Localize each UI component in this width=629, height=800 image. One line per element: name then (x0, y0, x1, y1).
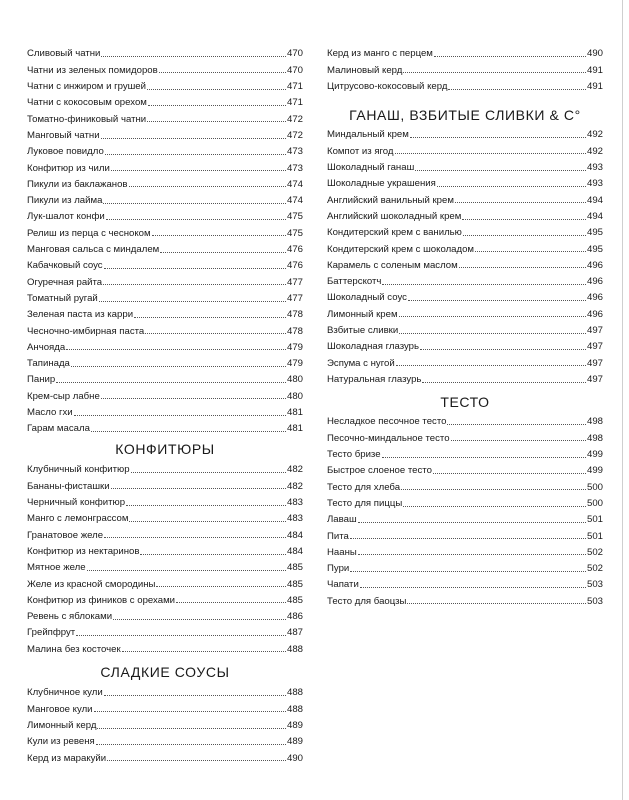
toc-entry-title: Миндальный крем (327, 129, 409, 141)
toc-entry-title: Шоколадная глазурь (327, 341, 420, 353)
toc-entry-title: Малина без косточек (27, 643, 121, 655)
toc-entry-page: 496 (586, 308, 603, 320)
dot-leader (97, 728, 286, 729)
dot-leader (104, 537, 286, 538)
toc-entry-title: Панир (27, 374, 56, 386)
toc-entry-title: Натуральная глазурь (327, 373, 422, 385)
toc-entry-title: Кули из ревеня (27, 736, 95, 748)
toc-entry-title: Бананы-фисташки (27, 480, 110, 492)
toc-entry[interactable] (327, 574, 603, 590)
toc-entry-title: Шоколадный соус (327, 292, 407, 304)
toc-entry-page: 497 (586, 357, 603, 369)
dot-leader (447, 424, 586, 425)
dot-leader (101, 56, 286, 57)
toc-entry-title: Нааны (327, 546, 357, 558)
toc-entry-title: Грейпфрут (27, 627, 76, 639)
dot-leader (475, 251, 586, 252)
toc-entry-page: 481 (286, 423, 303, 435)
toc-entry-title: Несладкое песочное тесто (327, 416, 447, 428)
dot-leader (382, 457, 586, 458)
toc-entry[interactable] (27, 524, 303, 540)
dot-leader (350, 538, 586, 539)
toc-entry-page: 492 (586, 129, 603, 141)
toc-entry[interactable] (327, 590, 603, 606)
toc-entry[interactable] (27, 698, 303, 714)
toc-entry-page: 494 (586, 210, 603, 222)
toc-entry-title: Английский шоколадный крем (327, 210, 462, 222)
toc-entry-page: 485 (286, 562, 303, 574)
toc-entry-title: Лимонный крем (327, 308, 398, 320)
toc-entry[interactable] (27, 492, 303, 508)
toc-entry-title: Луковое повидло (27, 146, 104, 158)
toc-entry[interactable] (27, 622, 303, 638)
toc-entry[interactable] (327, 157, 603, 173)
dot-leader (103, 203, 286, 204)
toc-entry-page: 470 (286, 64, 303, 76)
heading-sweet-sauces: СЛАДКИЕ СОУСЫ (100, 664, 230, 680)
toc-entry-page: 480 (286, 390, 303, 402)
toc-entry-page: 496 (586, 276, 603, 288)
toc-entry-page: 488 (286, 687, 303, 699)
dot-leader (66, 349, 286, 350)
dot-leader (156, 586, 286, 587)
dot-leader (463, 235, 586, 236)
toc-entry-page: 483 (286, 497, 303, 508)
toc-entry[interactable] (327, 336, 603, 352)
dot-leader (382, 284, 586, 285)
dot-leader (399, 333, 586, 334)
dot-leader (148, 105, 286, 106)
toc-entry-page: 496 (586, 292, 603, 304)
toc-entry-page: 485 (286, 594, 303, 606)
toc-entry[interactable] (27, 508, 303, 524)
toc-entry[interactable] (327, 411, 603, 427)
toc-entry-title: Томатно-финиковый чатни (27, 113, 147, 125)
toc-entry-page: 485 (286, 578, 303, 590)
toc-entry-page: 472 (286, 129, 303, 141)
toc-entry[interactable] (27, 222, 303, 238)
toc-entry-page: 470 (286, 48, 303, 60)
dot-leader (147, 89, 286, 90)
toc-entry-page: 495 (586, 227, 603, 239)
toc-entry-page: 499 (586, 465, 603, 477)
toc-entry-title: Кондитерский крем с ванилью (327, 227, 462, 239)
toc-entry[interactable] (27, 402, 303, 418)
toc-entry[interactable] (27, 288, 303, 304)
dot-leader (56, 382, 286, 383)
toc-entry-page: 493 (586, 162, 603, 173)
toc-entry[interactable] (27, 190, 303, 206)
toc-entry-page: 480 (286, 374, 303, 386)
dot-leader (103, 284, 286, 285)
toc-entry-page: 493 (586, 178, 603, 190)
dot-leader (94, 711, 286, 712)
toc-entry-page: 482 (286, 464, 303, 476)
dot-leader (152, 235, 286, 236)
toc-entry[interactable] (327, 509, 603, 525)
dot-leader (451, 440, 586, 441)
toc-entry-title: Анчояда (27, 341, 66, 353)
toc-entry-page: 473 (286, 146, 303, 158)
toc-entry[interactable] (27, 589, 303, 605)
toc-entry-title: Лаваш (327, 514, 357, 526)
toc-entry[interactable] (27, 606, 303, 622)
dot-leader (107, 760, 286, 761)
toc-entry-page: 491 (586, 64, 603, 76)
toc-entry[interactable] (327, 43, 603, 59)
dot-leader (101, 398, 286, 399)
dot-leader (410, 137, 586, 138)
toc-entry-page: 476 (286, 244, 303, 255)
toc-entry[interactable] (327, 427, 603, 443)
toc-entry-page: 479 (286, 358, 303, 370)
toc-entry[interactable] (27, 108, 303, 124)
toc-entry[interactable] (27, 76, 303, 92)
toc-entry-page: 502 (586, 563, 603, 575)
toc-entry[interactable] (327, 476, 603, 492)
toc-entry-title: Песочно-миндальное тесто (327, 432, 450, 444)
toc-entry-title: Шоколадный ганаш (327, 162, 415, 173)
toc-entry-title: Керд из манго с перцем (327, 48, 433, 60)
toc-entry[interactable] (27, 206, 303, 222)
toc-entry-title: Малиновый керд (327, 64, 403, 76)
toc-entry-title: Конфитюр из фиников с орехами (27, 594, 176, 606)
toc-entry-page: 484 (286, 545, 303, 557)
toc-entry-title: Взбитые сливки (327, 325, 399, 336)
toc-entry-title: Кабачковый соус (27, 260, 103, 272)
toc-entry-page: 486 (286, 611, 303, 623)
toc-entry-page: 497 (586, 341, 603, 353)
dot-leader (74, 415, 286, 416)
toc-entry[interactable] (27, 475, 303, 491)
toc-entry-title: Керд из маракуйи (27, 752, 107, 764)
dot-leader (101, 138, 286, 139)
toc-entry[interactable] (327, 444, 603, 460)
toc-entry[interactable] (27, 304, 303, 320)
toc-entry[interactable] (327, 254, 603, 270)
toc-entry[interactable] (27, 92, 303, 108)
toc-entry[interactable] (27, 731, 303, 747)
toc-entry-title: Чатни с инжиром и грушей (27, 81, 147, 92)
toc-entry-title: Пури (327, 563, 350, 575)
toc-entry-page: 481 (286, 407, 303, 418)
toc-entry[interactable] (27, 682, 303, 698)
toc-entry-title: Черничный конфитюр (27, 497, 126, 508)
dot-leader (105, 154, 286, 155)
dot-leader (129, 521, 286, 522)
dot-leader (433, 473, 586, 474)
toc-entry[interactable] (327, 460, 603, 476)
dot-leader (76, 635, 286, 636)
dot-leader (403, 72, 586, 73)
toc-entry-page: 488 (286, 643, 303, 655)
page-edge-right (622, 0, 623, 800)
toc-entry-page: 503 (586, 579, 603, 591)
toc-entry[interactable] (327, 369, 603, 385)
toc-entry-title: Эспума с нугой (327, 357, 395, 369)
toc-entry[interactable] (27, 320, 303, 336)
toc-entry[interactable] (27, 385, 303, 401)
dot-leader (358, 522, 586, 523)
dot-leader (129, 186, 286, 187)
toc-entry-page: 476 (286, 260, 303, 272)
toc-entry[interactable] (27, 459, 303, 475)
dot-leader (104, 268, 286, 269)
toc-entry-page: 497 (586, 325, 603, 336)
dot-leader (122, 651, 286, 652)
toc-entry-page: 503 (586, 595, 603, 607)
toc-entry[interactable] (27, 239, 303, 255)
toc-entry[interactable] (27, 418, 303, 434)
dot-leader (420, 349, 586, 350)
toc-entry-title: Пита (327, 530, 349, 542)
toc-entry-page: 477 (286, 292, 303, 304)
toc-entry-page: 491 (586, 81, 603, 92)
toc-entry-page: 489 (286, 736, 303, 748)
toc-entry-page: 484 (286, 529, 303, 541)
toc-entry-title: Шоколадные украшения (327, 178, 436, 190)
toc-entry-title: Манговый чатни (27, 129, 100, 141)
dot-leader (147, 121, 286, 122)
toc-entry-title: Клубничное кули (27, 687, 103, 699)
heading-dough: ТЕСТО (440, 394, 490, 410)
toc-entry[interactable] (327, 525, 603, 541)
toc-entry[interactable] (327, 303, 603, 319)
toc-entry[interactable] (27, 336, 303, 352)
dot-leader (159, 72, 286, 73)
toc-entry-page: 492 (586, 145, 603, 157)
dot-leader (455, 202, 586, 203)
toc-entry-page: 471 (286, 81, 303, 92)
toc-entry[interactable] (327, 124, 603, 140)
toc-entry[interactable] (27, 557, 303, 573)
toc-entry[interactable] (327, 173, 603, 189)
dot-leader (140, 554, 286, 555)
dot-leader (408, 300, 586, 301)
toc-entry-page: 483 (286, 513, 303, 525)
toc-entry-title: Конфитюр из чили (27, 162, 110, 174)
toc-entry-title: Баттерскотч (327, 276, 382, 288)
toc-entry-title: Пикули из баклажанов (27, 178, 128, 190)
toc-entry-page: 478 (286, 325, 303, 337)
toc-entry[interactable] (27, 125, 303, 141)
toc-entry-title: Гарам масала (27, 423, 90, 435)
toc-entry-title: Зеленая паста из карри (27, 309, 134, 321)
toc-entry-page: 489 (286, 720, 303, 731)
dot-leader (160, 252, 286, 253)
toc-entry-page: 490 (586, 48, 603, 60)
toc-entry[interactable] (27, 173, 303, 189)
toc-entry[interactable] (327, 558, 603, 574)
dot-leader (401, 489, 586, 490)
toc-entry[interactable] (27, 638, 303, 654)
toc-entry[interactable] (327, 222, 603, 238)
dot-leader (350, 571, 586, 572)
toc-entry[interactable] (27, 353, 303, 369)
toc-entry-page: 482 (286, 480, 303, 492)
toc-entry-title: Чатни с кокосовым орехом (27, 97, 147, 109)
toc-entry-page: 479 (286, 341, 303, 353)
toc-entry-page: 477 (286, 276, 303, 288)
dot-leader (399, 316, 586, 317)
toc-entry-page: 488 (286, 703, 303, 715)
toc-entry-title: Чапати (327, 579, 359, 591)
toc-entry[interactable] (27, 369, 303, 385)
toc-entry[interactable] (327, 320, 603, 336)
toc-entry-page: 498 (586, 416, 603, 428)
toc-entry-title: Томатный ругай (27, 292, 98, 304)
toc-entry-page: 475 (286, 227, 303, 239)
toc-entry[interactable] (327, 352, 603, 368)
toc-entry-title: Желе из красной смородины (27, 578, 156, 590)
toc-entry-title: Цитрусово-кокосовый керд (327, 81, 448, 92)
toc-entry-title: Манговая сальса с миндалем (27, 244, 160, 255)
toc-entry-page: 495 (586, 243, 603, 255)
toc-entry-page: 500 (586, 497, 603, 509)
toc-entry-page: 478 (286, 309, 303, 321)
toc-entry-page: 473 (286, 162, 303, 174)
dot-leader (437, 186, 586, 187)
toc-entry-title: Компот из ягод (327, 145, 394, 157)
dot-leader (134, 317, 286, 318)
toc-entry-title: Английский ванильный крем (327, 194, 454, 206)
toc-entry-title: Лук-шалот конфи (27, 211, 105, 223)
toc-entry-page: 496 (586, 259, 603, 271)
toc-entry[interactable] (27, 59, 303, 75)
dot-leader (360, 587, 586, 588)
toc-entry[interactable] (27, 271, 303, 287)
toc-entry-title: Манговое кули (27, 703, 93, 715)
toc-entry-page: 474 (286, 178, 303, 190)
toc-entry-title: Гранатовое желе (27, 529, 104, 541)
toc-entry-page: 487 (286, 627, 303, 639)
toc-entry-page: 474 (286, 195, 303, 207)
dot-leader (459, 267, 586, 268)
toc-entry-title: Тесто для хлеба (327, 481, 401, 493)
toc-entry-title: Тесто бризе (327, 449, 381, 460)
dot-leader (91, 431, 286, 432)
toc-entry[interactable] (327, 59, 603, 75)
dot-leader (71, 366, 286, 367)
toc-entry[interactable] (27, 747, 303, 763)
toc-entry-title: Тесто для баоцзы (327, 595, 407, 607)
toc-entry[interactable] (327, 76, 603, 92)
toc-entry-page: 501 (586, 514, 603, 526)
toc-entry-page: 494 (586, 194, 603, 206)
toc-entry-page: 499 (586, 449, 603, 460)
toc-entry-title: Тапинада (27, 358, 70, 370)
dot-leader (462, 219, 586, 220)
dot-leader (403, 506, 586, 507)
toc-entry-title: Релиш из перца с чесноком (27, 227, 151, 239)
toc-entry[interactable] (327, 206, 603, 222)
toc-entry-page: 500 (586, 481, 603, 493)
toc-entry-title: Мятное желе (27, 562, 86, 574)
dot-leader (395, 153, 586, 154)
toc-entry-title: Манго с лемонграссом (27, 513, 129, 525)
toc-entry-page: 498 (586, 432, 603, 444)
toc-entry-title: Пикули из лайма (27, 195, 103, 207)
toc-entry[interactable] (327, 287, 603, 303)
dot-leader (422, 382, 586, 383)
toc-entry[interactable] (327, 189, 603, 205)
toc-entry[interactable] (327, 238, 603, 254)
toc-entry[interactable] (27, 715, 303, 731)
toc-entry[interactable] (27, 157, 303, 173)
toc-entry-title: Конфитюр из нектаринов (27, 545, 140, 557)
dot-leader (145, 333, 286, 334)
dot-leader (407, 603, 586, 604)
dot-leader (111, 488, 286, 489)
toc-entry[interactable] (27, 255, 303, 271)
heading-ganache: ГАНАШ, ВЗБИТЫЕ СЛИВКИ & С° (349, 107, 581, 123)
toc-entry-title: Огуречная райта (27, 276, 103, 288)
dot-leader (415, 170, 586, 171)
dot-leader (126, 505, 286, 506)
toc-entry-title: Крем-сыр лабне (27, 390, 100, 402)
heading-confitures: КОНФИТЮРЫ (115, 441, 215, 457)
dot-leader (176, 602, 286, 603)
toc-entry[interactable] (327, 541, 603, 557)
toc-entry-page: 490 (286, 752, 303, 764)
toc-entry-title: Масло гхи (27, 407, 73, 418)
toc-entry-title: Быстрое слоеное тесто (327, 465, 432, 477)
dot-leader (99, 301, 286, 302)
toc-entry-page: 472 (286, 113, 303, 125)
toc-entry-title: Клубничный конфитюр (27, 464, 130, 476)
dot-leader (434, 56, 586, 57)
dot-leader (104, 695, 286, 696)
toc-entry[interactable] (27, 43, 303, 59)
dot-leader (106, 219, 286, 220)
toc-entry-page: 501 (586, 530, 603, 542)
dot-leader (87, 570, 286, 571)
dot-leader (358, 554, 586, 555)
toc-entry-title: Чатни из зеленых помидоров (27, 64, 158, 76)
dot-leader (111, 170, 286, 171)
toc-entry-title: Ревень с яблоками (27, 611, 113, 623)
toc-entry[interactable] (27, 541, 303, 557)
toc-entry-page: 497 (586, 373, 603, 385)
toc-entry[interactable] (327, 493, 603, 509)
toc-entry-title: Карамель с соленым маслом (327, 259, 458, 271)
toc-entry-title: Сливовый чатни (27, 48, 101, 60)
toc-entry-title: Тесто для пиццы (327, 497, 403, 509)
toc-entry[interactable] (327, 271, 603, 287)
toc-entry-title: Лимонный керд (27, 720, 97, 731)
dot-leader (448, 89, 586, 90)
toc-entry[interactable] (27, 141, 303, 157)
dot-leader (113, 619, 286, 620)
toc-entry[interactable] (27, 573, 303, 589)
toc-entry[interactable] (327, 140, 603, 156)
toc-entry-page: 502 (586, 546, 603, 558)
dot-leader (131, 472, 286, 473)
dot-leader (96, 744, 286, 745)
toc-entry-title: Чесночно-имбирная паста (27, 325, 145, 337)
toc-entry-title: Кондитерский крем с шоколадом (327, 243, 475, 255)
toc-entry-page: 471 (286, 97, 303, 109)
dot-leader (396, 365, 586, 366)
toc-entry-page: 475 (286, 211, 303, 223)
